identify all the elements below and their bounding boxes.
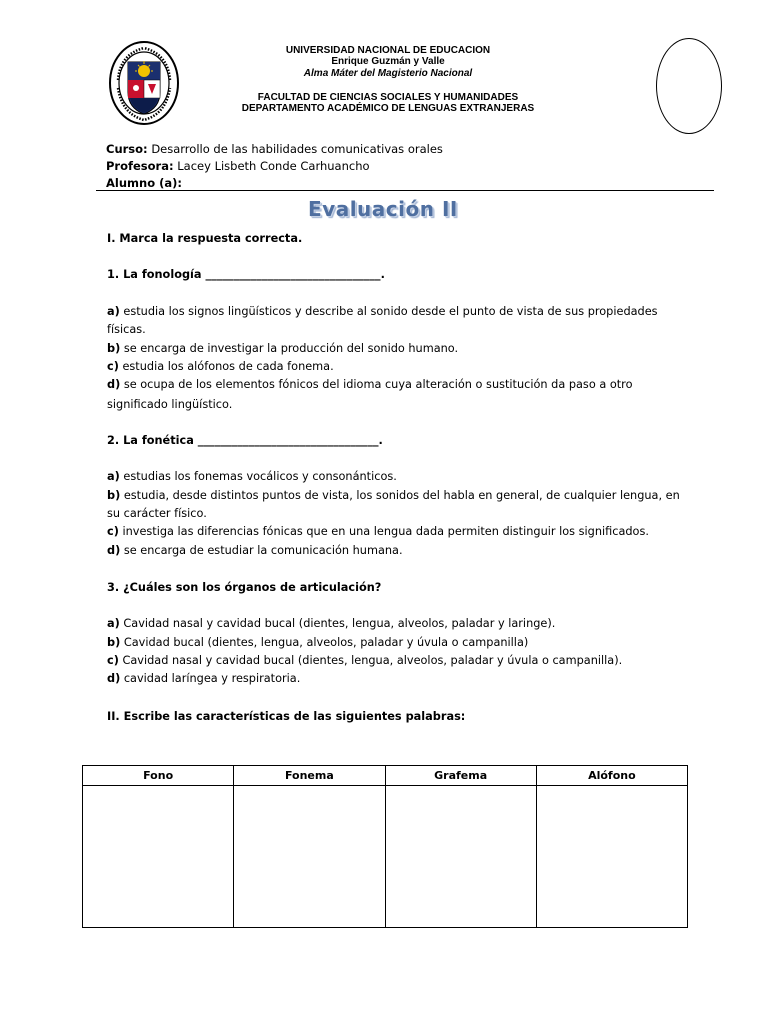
teacher-label: Profesora: (106, 159, 174, 173)
student-line (106, 176, 182, 190)
course-label: Curso: (106, 142, 148, 156)
question-2-stem: 2. La fonética ________________________________. (107, 434, 383, 447)
table-header-alofono: Alófono (536, 766, 687, 786)
q2-option-d: d) se encarga de estudiar la comunicación humana. (107, 544, 403, 557)
q1-option-c: c) estudia los alófonos de cada fonema. (107, 360, 334, 373)
header-divider (96, 190, 714, 191)
characteristics-table (82, 765, 688, 928)
answer-cell-fonema[interactable] (234, 786, 385, 928)
answer-cell-grafema[interactable] (385, 786, 536, 928)
q2-option-b: b) estudia, desde distintos puntos de vista, los sonidos del habla en general, de cualquier lengua, en (107, 489, 680, 502)
q3-option-a: a) Cavidad nasal y cavidad bucal (dientes, lengua, alveolos, paladar y laringe). (107, 617, 556, 630)
photo-placeholder-oval (656, 38, 722, 134)
course-value: Desarrollo de las habilidades comunicativas orales (151, 142, 443, 156)
q1-option-a-cont: físicas. (107, 323, 146, 336)
teacher-value: Lacey Lisbeth Conde Carhuancho (177, 159, 370, 173)
q2-option-c: c) investiga las diferencias fónicas que en una lengua dada permiten distinguir los significados. (107, 525, 649, 538)
q1-option-d-cont: significado lingüístico. (107, 398, 233, 411)
q3-option-c: c) Cavidad nasal y cavidad bucal (dientes, lengua, alveolos, paladar y úvula o campanilla). (107, 654, 623, 667)
q2-option-a: a) estudias los fonemas vocálicos y consonánticos. (107, 470, 397, 483)
student-label: Alumno (a): (106, 176, 182, 190)
university-name: UNIVERSIDAD NACIONAL DE EDUCACION (285, 45, 491, 56)
q1-option-d: d) se ocupa de los elementos fónicos del idioma cuya alteración o sustitución da paso a otro (107, 378, 633, 391)
table-header-row (83, 766, 688, 786)
university-motto: Alma Máter del Magisterio Nacional (303, 68, 473, 79)
university-seal-logo (108, 40, 180, 126)
answer-cell-fono[interactable] (83, 786, 234, 928)
university-namesake: Enrique Guzmán y Valle (331, 56, 445, 67)
q1-option-b: b) se encarga de investigar la producción del sonido humano. (107, 342, 459, 355)
table-header-fono: Fono (83, 766, 234, 786)
q3-option-d: d) cavidad laríngea y respiratoria. (107, 672, 301, 685)
question-1-stem: 1. La fonología _______________________________. (107, 268, 385, 281)
q1-option-a: a) estudia los signos lingüísticos y describe al sonido desde el punto de vista de sus propiedades (107, 305, 658, 318)
section-1-heading: I. Marca la respuesta correcta. (107, 232, 303, 245)
table-header-fonema: Fonema (234, 766, 385, 786)
section-2-heading: II. Escribe las características de las siguientes palabras: (107, 710, 466, 723)
course-line (106, 142, 443, 156)
question-3-stem: 3. ¿Cuáles son los órganos de articulación? (107, 581, 382, 594)
q3-option-b: b) Cavidad bucal (dientes, lengua, alveolos, paladar y úvula o campanilla) (107, 636, 529, 649)
answer-cell-alofono[interactable] (536, 786, 687, 928)
q2-option-b-cont: su carácter físico. (107, 507, 207, 520)
page-title: Evaluación II (308, 197, 458, 221)
department-name: DEPARTAMENTO ACADÉMICO DE LENGUAS EXTRANJERAS (241, 103, 535, 114)
faculty-name: FACULTAD DE CIENCIAS SOCIALES Y HUMANIDADES (257, 92, 519, 103)
teacher-line (106, 159, 370, 173)
table-answer-row (83, 786, 688, 928)
table-header-grafema: Grafema (385, 766, 536, 786)
